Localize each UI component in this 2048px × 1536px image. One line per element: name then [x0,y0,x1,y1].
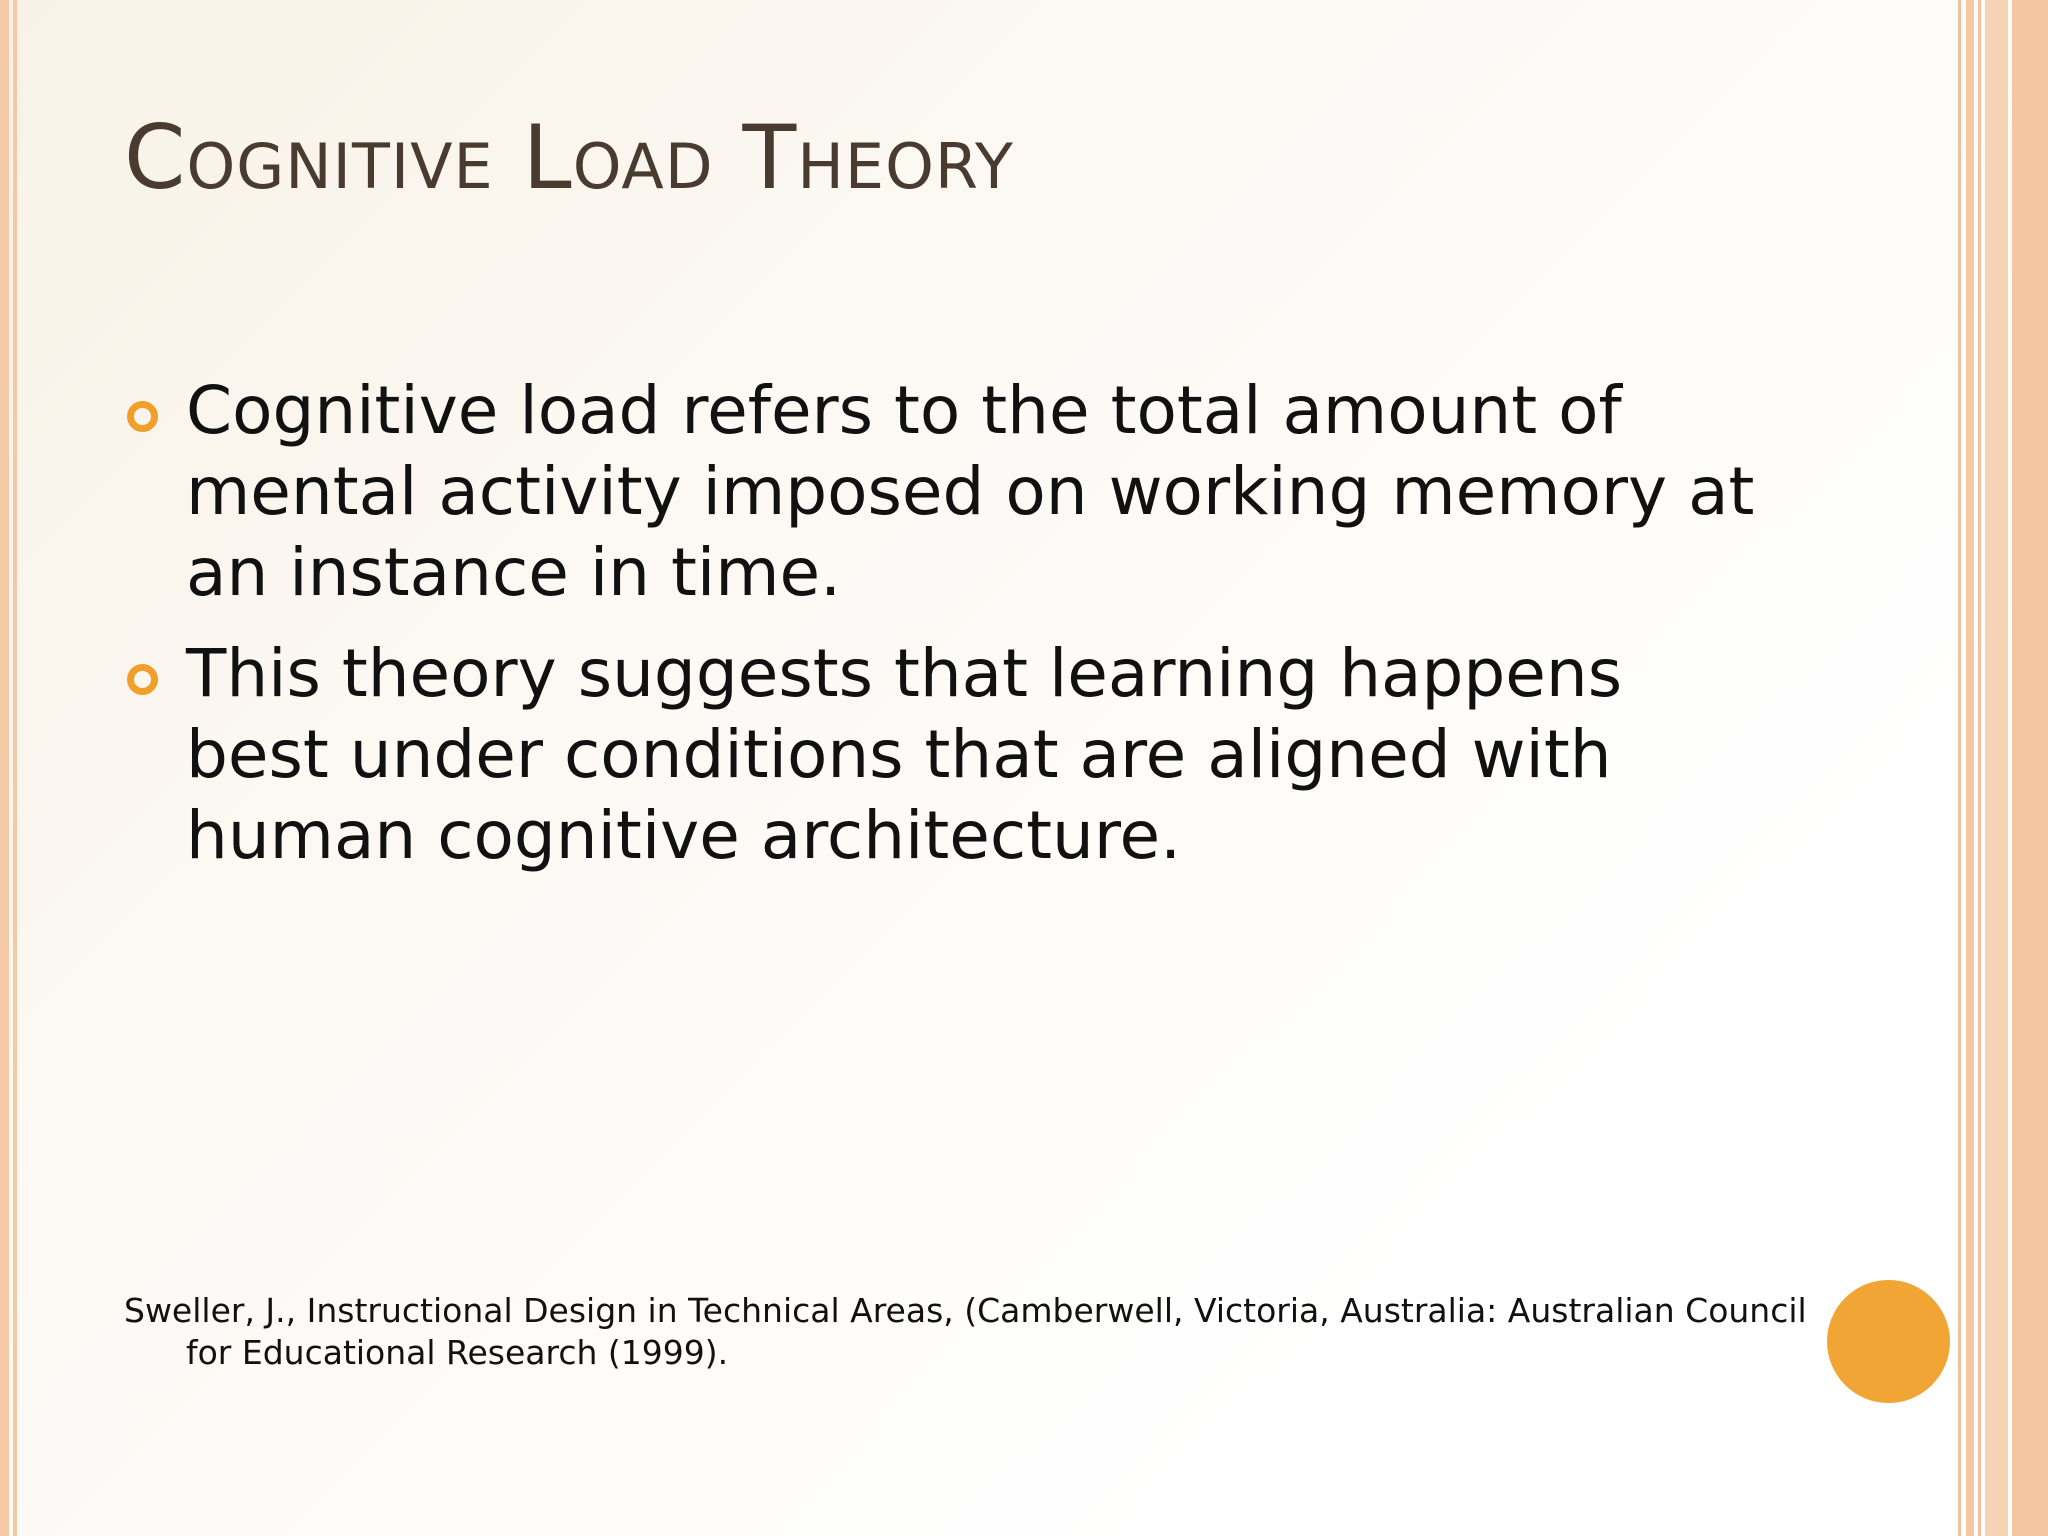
hollow-circle-bullet-icon [127,401,158,432]
reference-citation: Sweller, J., Instructional Design in Technical Areas, (Camberwell, Victoria, Australia: Australian Council for Educational Research (1999). [124,1291,1807,1372]
right-border-stripe [1985,0,2008,1536]
left-border-stripe [13,0,17,1536]
slide-title: Cognitive Load Theory [124,106,1014,209]
bullet-text: Cognitive load refers to the total amount of mental activity imposed on working memory at an instance in time. [186,372,1755,611]
bullet-item [124,633,1764,876]
bullet-item [124,370,1764,613]
right-border-stripe [1966,0,1974,1536]
bullet-list [124,370,1764,896]
bullet-text: This theory suggests that learning happens best under conditions that are aligned with human cognitive architecture. [186,635,1623,874]
right-border-stripe [1978,0,1981,1536]
orange-circle-decoration [1827,1280,1950,1403]
right-border-stripe [2012,0,2048,1536]
right-border-stripe [1958,0,1961,1536]
left-border-stripe [0,0,9,1536]
hollow-circle-bullet-icon [127,664,158,695]
